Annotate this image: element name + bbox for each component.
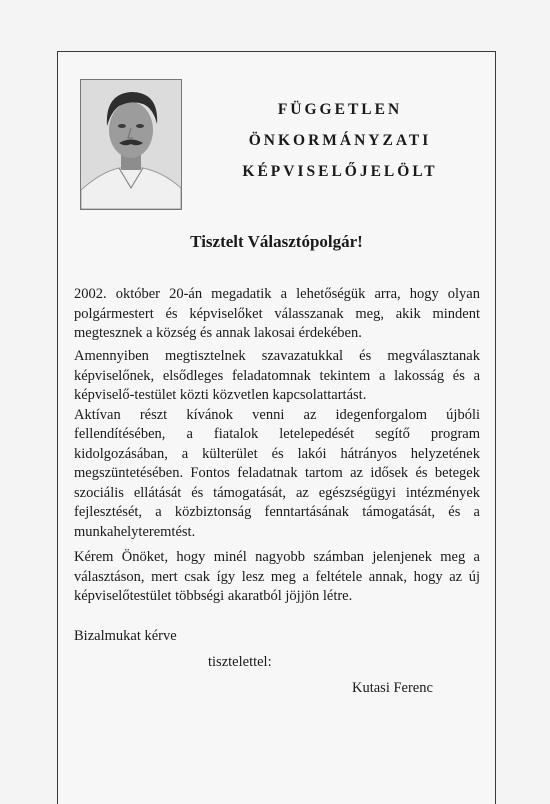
candidate-photo: [80, 79, 182, 210]
paragraph-program-intro: Amennyiben megtisztelnek szavazatukkal és megválasztanak képviselőnek, elsődleges feladatomnak tekintem a lakosság és a képviselő-testület közti közvetlen kapcsolattartást.: [74, 348, 480, 403]
paragraph-appeal: Kérem Önöket, hogy minél nagyobb számban jelenjenek meg a választáson, mert csak így lesz meg a feltétele annak, hogy az új képviselőtestület többségi akaratból jöjjön létre.: [74, 549, 480, 604]
heading-line-1: FÜGGETLEN: [277, 101, 403, 118]
paragraph-program-goals: Aktívan részt kívánok venni az idegenforgalom újbóli fellendítésében, a fiatalok letelepedését segítő program kidolgozásában, a külterület és lakói hátrányos helyzetének megszüntetésében. Fontos feladatnak tartom az idősek és betegek szociális ellátását és támogatását, az egészségügyi intézmények fejlesztését, a közbiztonság fenntartásának támogatását, és a munkahelyteremtést.: [74, 406, 480, 540]
candidate-heading: [200, 94, 480, 187]
heading-line-2: ÖNKORMÁNYZATI: [248, 132, 432, 149]
closing-regards: tisztelettel:: [208, 654, 272, 670]
heading-line-3: KÉPVISELŐJELÖLT: [242, 163, 438, 180]
closing-line: Bizalmukat kérve: [74, 628, 177, 644]
paragraph-election-date: 2002. október 20-án megadatik a lehetőségük arra, hogy olyan polgármestert és képviselőket válasszanak meg, akik mindent megtesznek a község és annak lakosai érdekében.: [74, 286, 480, 341]
portrait-image: [81, 80, 181, 209]
signature-name: Kutasi Ferenc: [352, 680, 433, 696]
paragraph-program: [74, 347, 480, 542]
salutation: Tisztelt Választópolgár!: [190, 232, 363, 251]
